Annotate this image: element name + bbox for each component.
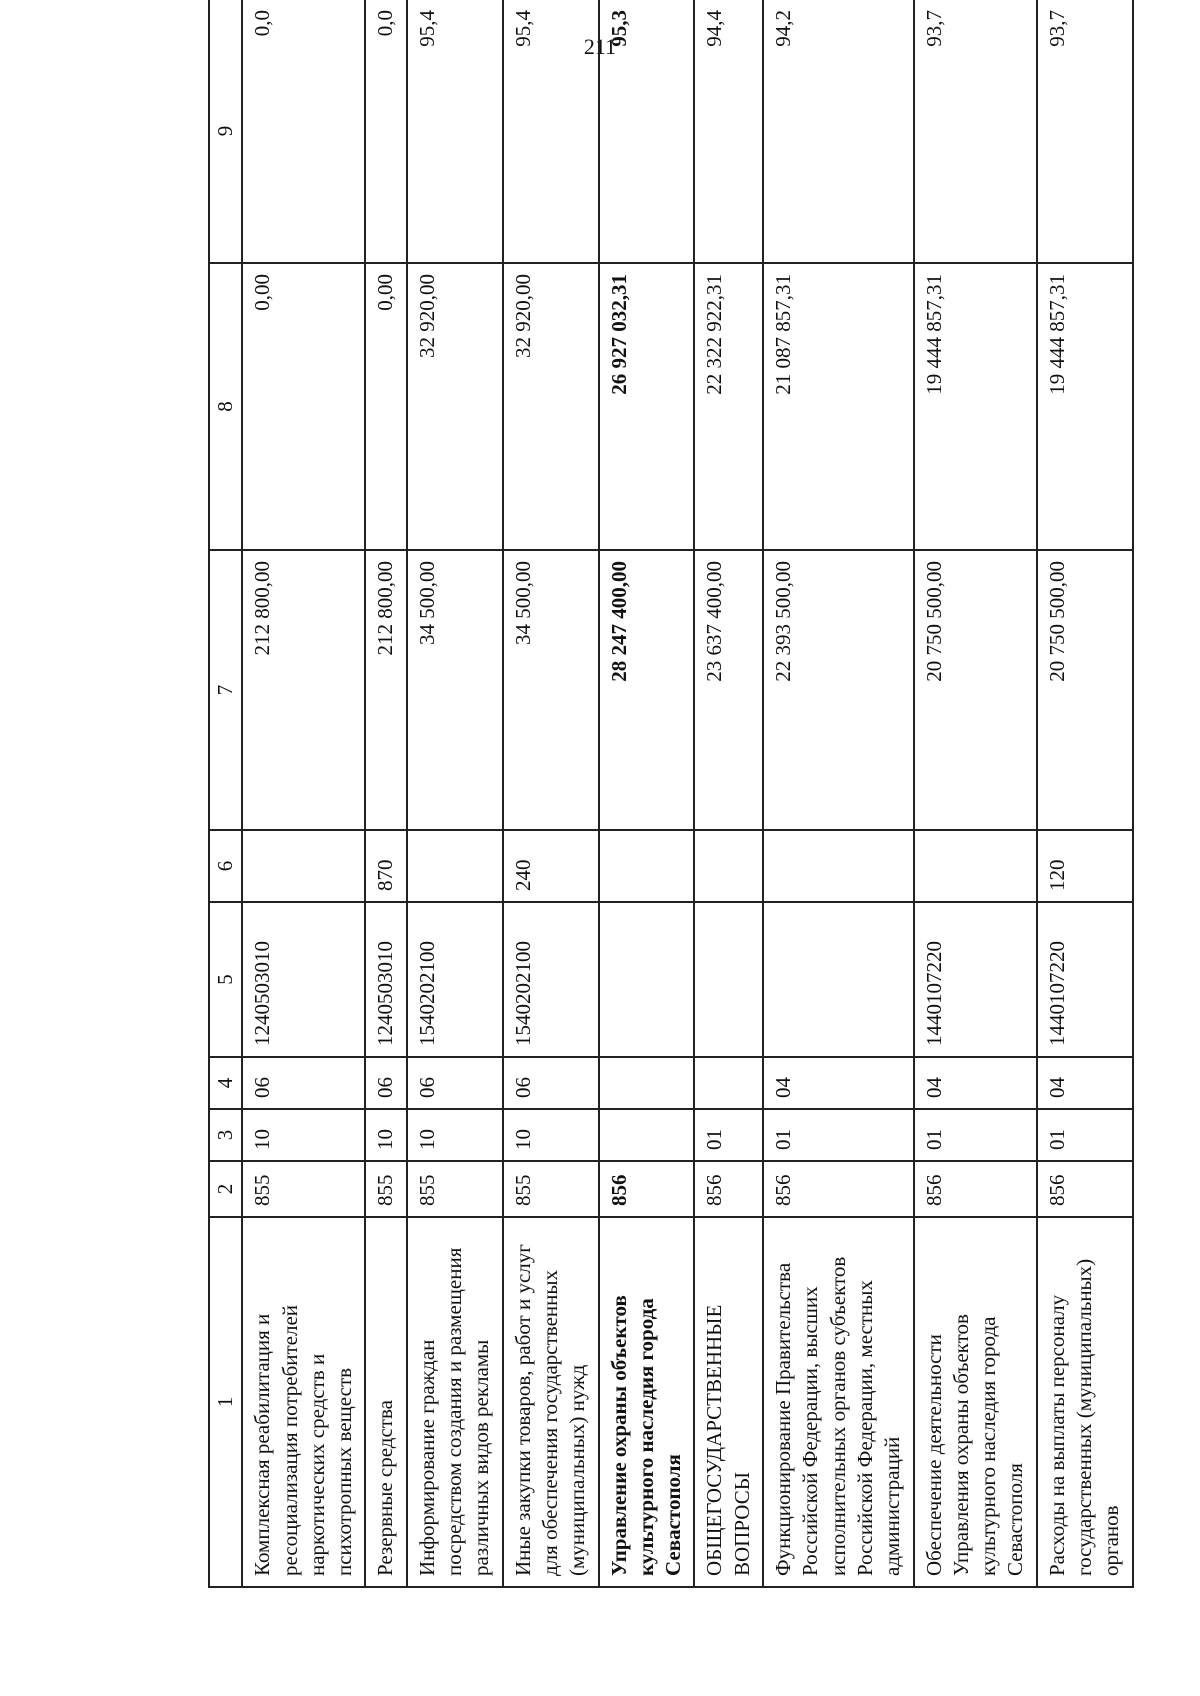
expense-type-cell — [599, 830, 695, 902]
col-header: 6 — [209, 830, 242, 902]
target-article-cell: 1540202100 — [503, 902, 599, 1057]
section-cell: 01 — [763, 1109, 913, 1161]
target-article-cell: 1540202100 — [407, 902, 503, 1057]
subsection-cell: 06 — [503, 1057, 599, 1109]
section-cell: 10 — [407, 1109, 503, 1161]
table-row — [407, 0, 503, 1587]
header-row — [209, 0, 242, 1587]
table-row — [503, 0, 599, 1587]
target-article-cell: 1240503010 — [242, 902, 365, 1057]
subsection-cell: 06 — [242, 1057, 365, 1109]
row-name-cell: Расходы на выплаты персоналу государственных (муниципальных) органов — [1037, 1217, 1133, 1587]
row-name-cell: Комплексная реабилитация и ресоциализация потребителей наркотических средств и психотропных веществ — [242, 1217, 365, 1587]
org-code-cell: 856 — [914, 1161, 1037, 1217]
expense-type-cell — [407, 830, 503, 902]
planned-amount-cell: 28 247 400,00 — [599, 550, 695, 830]
actual-amount-cell: 19 444 857,31 — [914, 263, 1037, 550]
table-row — [365, 0, 406, 1587]
actual-amount-cell: 22 322 922,31 — [694, 263, 763, 550]
target-article-cell — [599, 902, 695, 1057]
actual-amount-cell: 0,00 — [242, 263, 365, 550]
expense-type-cell — [763, 830, 913, 902]
target-article-cell — [763, 902, 913, 1057]
row-name-cell: Управление охраны объектов культурного наследия города Севастополя — [599, 1217, 695, 1587]
actual-amount-cell: 26 927 032,31 — [599, 263, 695, 550]
subsection-cell: 04 — [763, 1057, 913, 1109]
target-article-cell: 1440107220 — [1037, 902, 1133, 1057]
subsection-cell: 04 — [1037, 1057, 1133, 1109]
org-code-cell: 855 — [242, 1161, 365, 1217]
table-row — [1037, 0, 1133, 1587]
row-name-cell: Функционирование Правительства Российской Федерации, высших исполнительных органов субъектов Российской Федерации, местных администраций — [763, 1217, 913, 1587]
expense-type-cell — [694, 830, 763, 902]
target-article-cell: 1440107220 — [914, 902, 1037, 1057]
actual-amount-cell: 0,00 — [365, 263, 406, 550]
percent-cell: 0,0 — [365, 0, 406, 263]
org-code-cell: 856 — [763, 1161, 913, 1217]
percent-cell: 94,2 — [763, 0, 913, 263]
table-row — [763, 0, 913, 1587]
col-header: 5 — [209, 902, 242, 1057]
planned-amount-cell: 34 500,00 — [503, 550, 599, 830]
col-header: 1 — [209, 1217, 242, 1587]
col-header: 2 — [209, 1161, 242, 1217]
subsection-cell: 06 — [365, 1057, 406, 1109]
planned-amount-cell: 212 800,00 — [365, 550, 406, 830]
section-cell — [599, 1109, 695, 1161]
page-number: 211 — [583, 34, 617, 59]
col-header: 7 — [209, 550, 242, 830]
section-cell: 10 — [503, 1109, 599, 1161]
section-cell: 01 — [1037, 1109, 1133, 1161]
expense-type-cell: 240 — [503, 830, 599, 902]
subsection-cell — [599, 1057, 695, 1109]
expense-type-cell: 870 — [365, 830, 406, 902]
rotated-table-container — [208, 0, 1124, 1588]
expense-type-cell — [914, 830, 1037, 902]
section-cell: 01 — [694, 1109, 763, 1161]
budget-table — [208, 0, 1134, 1588]
percent-cell: 0,0 — [242, 0, 365, 263]
planned-amount-cell: 20 750 500,00 — [1037, 550, 1133, 830]
col-header: 9 — [209, 0, 242, 263]
actual-amount-cell: 21 087 857,31 — [763, 263, 913, 550]
org-code-cell: 856 — [694, 1161, 763, 1217]
table-row — [914, 0, 1037, 1587]
section-cell: 10 — [242, 1109, 365, 1161]
row-name-cell: Иные закупки товаров, работ и услуг для обеспечения государственных (муниципальных) нужд — [503, 1217, 599, 1587]
table-row — [599, 0, 695, 1587]
row-name-cell: Резервные средства — [365, 1217, 406, 1587]
percent-cell: 95,4 — [503, 0, 599, 263]
actual-amount-cell: 32 920,00 — [407, 263, 503, 550]
actual-amount-cell: 32 920,00 — [503, 263, 599, 550]
percent-cell: 94,4 — [694, 0, 763, 263]
col-header: 8 — [209, 263, 242, 550]
planned-amount-cell: 22 393 500,00 — [763, 550, 913, 830]
percent-cell: 95,3 — [599, 0, 695, 263]
expense-type-cell — [242, 830, 365, 902]
subsection-cell: 06 — [407, 1057, 503, 1109]
target-article-cell — [694, 902, 763, 1057]
section-cell: 10 — [365, 1109, 406, 1161]
table-row — [694, 0, 763, 1587]
org-code-cell: 855 — [407, 1161, 503, 1217]
subsection-cell — [694, 1057, 763, 1109]
row-name-cell: Информирование граждан посредством создания и размещения различных видов рекламы — [407, 1217, 503, 1587]
expense-type-cell: 120 — [1037, 830, 1133, 902]
row-name-cell: ОБЩЕГОСУДАРСТВЕННЫЕ ВОПРОСЫ — [694, 1217, 763, 1587]
org-code-cell: 855 — [503, 1161, 599, 1217]
row-name-cell: Обеспечение деятельности Управления охраны объектов культурного наследия города Севастополя — [914, 1217, 1037, 1587]
section-cell: 01 — [914, 1109, 1037, 1161]
table-row — [242, 0, 365, 1587]
org-code-cell: 856 — [1037, 1161, 1133, 1217]
subsection-cell: 04 — [914, 1057, 1037, 1109]
planned-amount-cell: 34 500,00 — [407, 550, 503, 830]
col-header: 4 — [209, 1057, 242, 1109]
org-code-cell: 856 — [599, 1161, 695, 1217]
org-code-cell: 855 — [365, 1161, 406, 1217]
col-header: 3 — [209, 1109, 242, 1161]
percent-cell: 93,7 — [914, 0, 1037, 263]
actual-amount-cell: 19 444 857,31 — [1037, 263, 1133, 550]
planned-amount-cell: 20 750 500,00 — [914, 550, 1037, 830]
percent-cell: 95,4 — [407, 0, 503, 263]
target-article-cell: 1240503010 — [365, 902, 406, 1057]
planned-amount-cell: 23 637 400,00 — [694, 550, 763, 830]
percent-cell: 93,7 — [1037, 0, 1133, 263]
planned-amount-cell: 212 800,00 — [242, 550, 365, 830]
